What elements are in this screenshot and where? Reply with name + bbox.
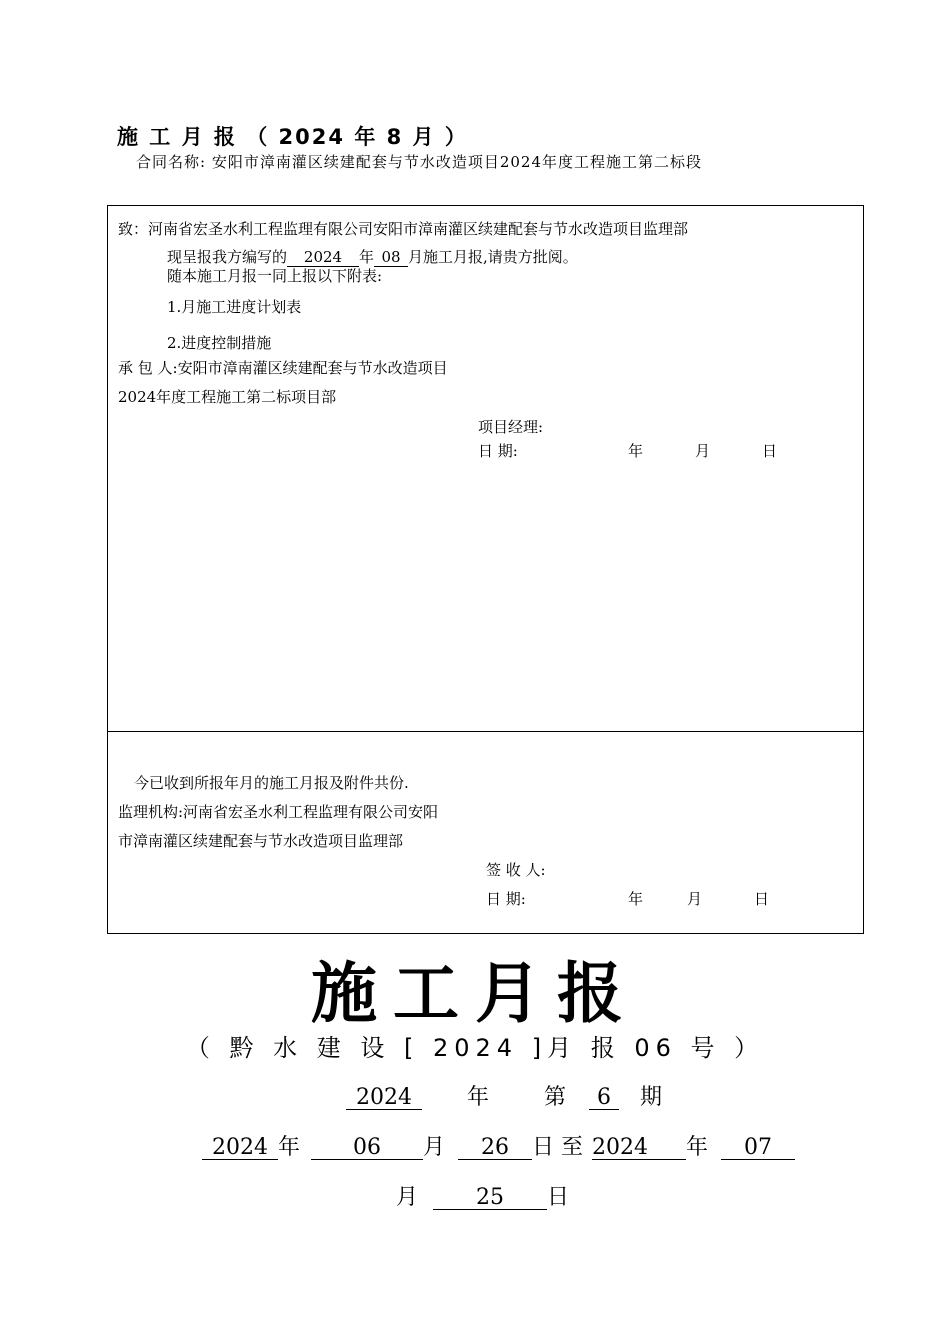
addressee: 致：河南省宏圣水利工程监理有限公司安阳市漳南灌区续建配套与节水改造项目监理部 — [118, 220, 689, 238]
signer-label: 签 收 人: — [486, 861, 546, 879]
agency-line-2: 市漳南灌区续建配套与节水改造项目监理部 — [118, 832, 404, 850]
from-year: 2024 — [202, 1136, 278, 1160]
receipt-date-day: 日 — [754, 890, 770, 908]
to-day: 25 — [433, 1186, 547, 1210]
issue-line: 2024 年 第 6 期 — [346, 1080, 662, 1111]
receipt-box — [107, 731, 864, 934]
attachment-item-1: 1.月施工进度计划表 — [167, 298, 302, 316]
report-title: 施 工 月 报 （ 2024 年 8 月 ） — [117, 125, 468, 149]
receipt-date-year: 年 — [628, 890, 644, 908]
to-month: 07 — [721, 1136, 795, 1160]
issue-number: 6 — [589, 1086, 619, 1110]
project-manager-label: 项目经理: — [478, 418, 544, 436]
report-date-day: 日 — [762, 442, 778, 460]
from-day: 26 — [458, 1136, 532, 1160]
period-line: 2024 年 06 月 26 日 至 2024 年 07 — [202, 1130, 795, 1161]
submit-line: 现呈报我方编写的 2024 年 08 月施工月报,请贵方批阅。 — [167, 248, 578, 266]
submit-month: 08 — [374, 250, 408, 267]
issue-year: 2024 — [346, 1086, 422, 1110]
agency-line-1: 监理机构:河南省宏圣水利工程监理有限公司安阳 — [118, 803, 439, 821]
to-year: 2024 — [592, 1136, 686, 1160]
report-date-year: 年 — [628, 442, 644, 460]
period-end-line: 月 25 日 — [396, 1185, 570, 1210]
cover-title: 施工月报 — [311, 955, 639, 1032]
receipt-date-label: 日 期: — [486, 890, 526, 908]
receipt-date-month: 月 — [687, 890, 703, 908]
received-line: 今已收到所报年月的施工月报及附件共份. — [134, 774, 409, 792]
from-month: 06 — [311, 1136, 423, 1160]
report-date-label: 日 期: — [478, 442, 518, 460]
contractor-line-2: 2024年度工程施工第二标项目部 — [118, 388, 337, 406]
contractor-line-1: 承 包 人:安阳市漳南灌区续建配套与节水改造项目 — [118, 359, 448, 377]
report-date-month: 月 — [695, 442, 711, 460]
cover-subtitle: （ 黔 水 建 设 [ 2024 ]月 报 06 号 ） — [185, 1034, 765, 1062]
attachments-line: 随本施工月报一同上报以下附表: — [167, 267, 383, 285]
submit-year: 2024 — [287, 250, 359, 267]
contract-name: 合同名称: 安阳市漳南灌区续建配套与节水改造项目2024年度工程施工第二标段 — [136, 153, 702, 171]
attachment-item-2: 2.进度控制措施 — [167, 334, 272, 352]
report-box — [107, 205, 864, 732]
